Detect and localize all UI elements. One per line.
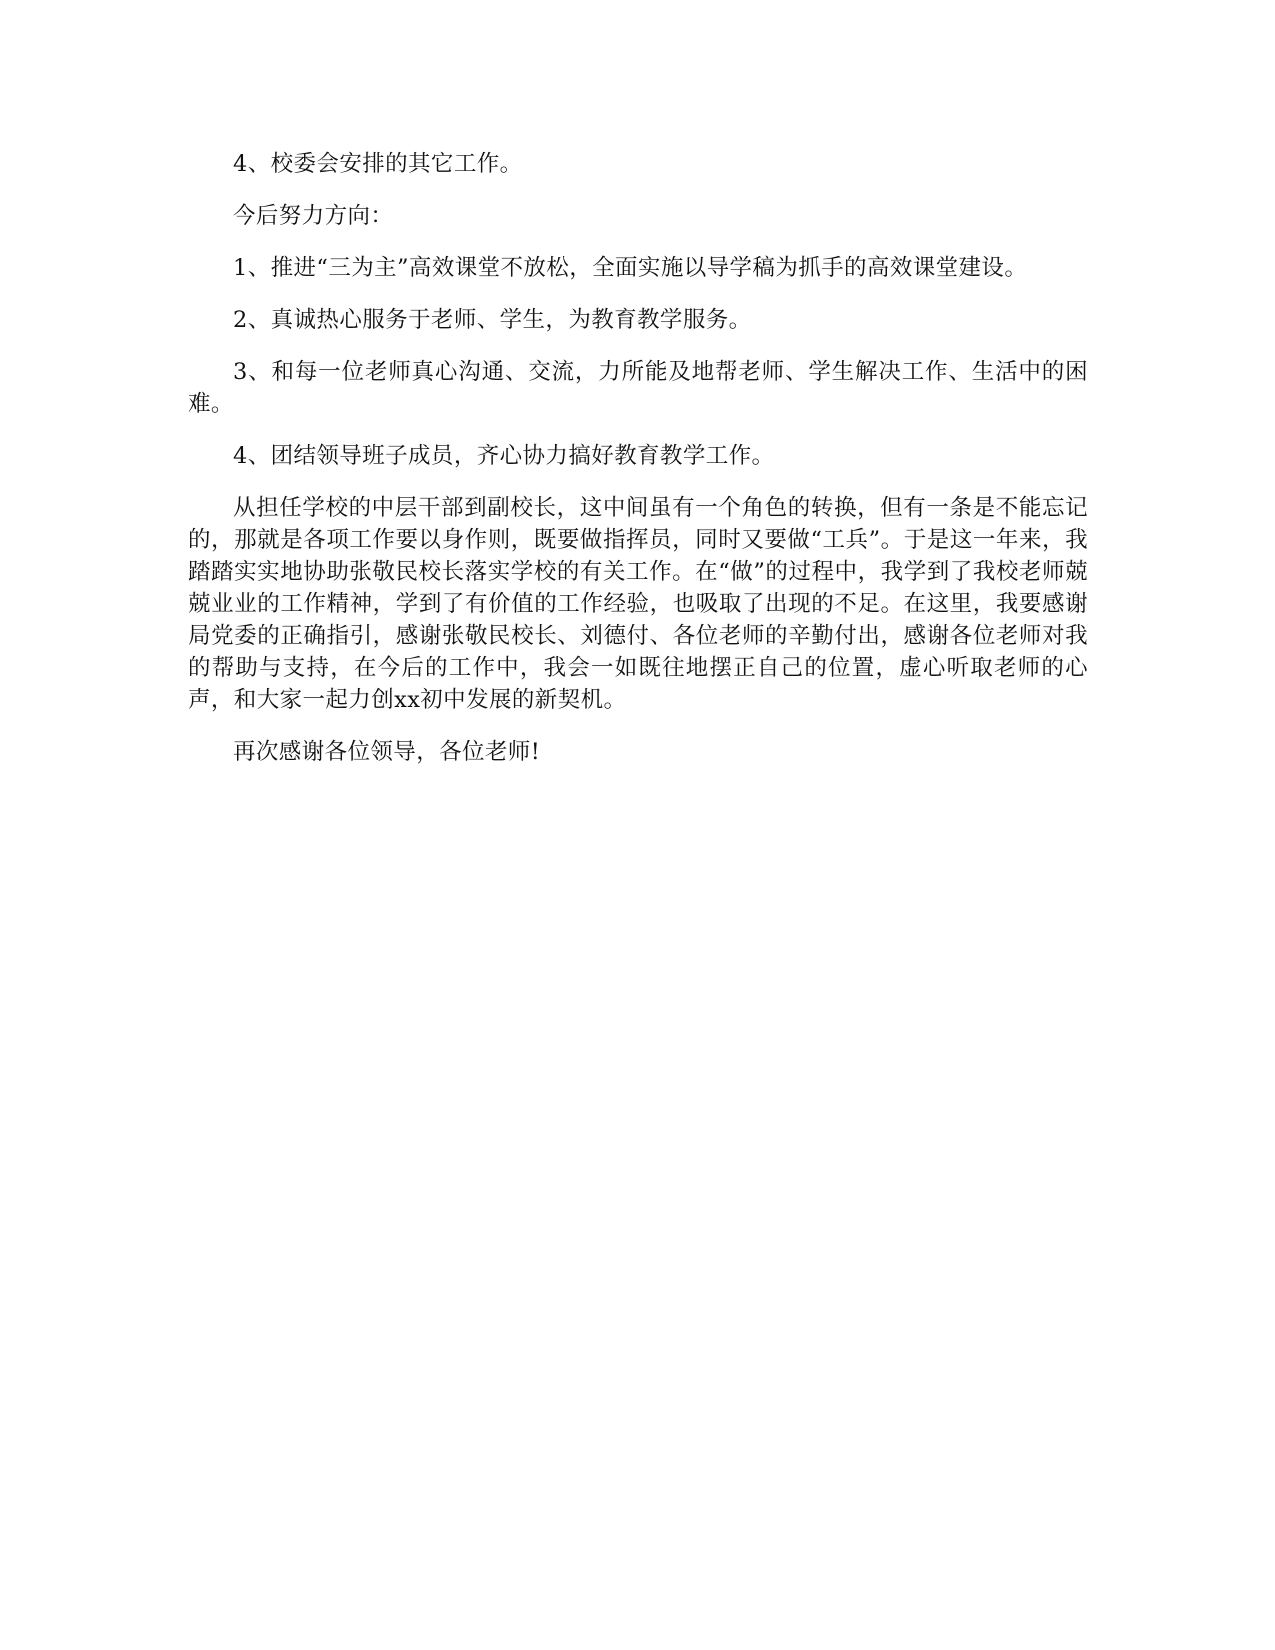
paragraph-closing-thanks: 再次感谢各位领导，各位老师! bbox=[233, 739, 541, 765]
paragraph-reflection: 从担任学校的中层干部到副校长，这中间虽有一个角色的转换，但有一条是不能忘记的，那就是各项工作要以身作则，既要做指挥员，同时又要做“工兵”。于是这一年来，我踏踏实实地协助张敬民校长落实学校的有关工作。在“做”的过程中，我学到了我校老师兢兢业业的工作精神，学到了有价值的工作经验，也吸取了出现的不足。在这里，我要感谢局党委的正确指引，感谢张敬民校长、刘德付、各位老师的辛勤付出，感谢各位老师对我的帮助与支持，在今后的工作中，我会一如既往地摆正自己的位置，虚心听取老师的心声，和大家一起力创xx初中发展的新契机。 bbox=[188, 495, 1088, 713]
paragraph-direction-1: 1、推进“三为主”高效课堂不放松，全面实施以导学稿为抓手的高效课堂建设。 bbox=[233, 255, 1028, 281]
paragraph-direction-4: 4、团结领导班子成员，齐心协力搞好教育教学工作。 bbox=[233, 443, 775, 469]
paragraph-item-4-other-work: 4、校委会安排的其它工作。 bbox=[233, 151, 523, 177]
paragraph-direction-2: 2、真诚热心服务于老师、学生，为教育教学服务。 bbox=[233, 307, 752, 333]
paragraph-future-direction-heading: 今后努力方向： bbox=[233, 203, 394, 229]
paragraph-direction-3: 3、和每一位老师真心沟通、交流，力所能及地帮老师、学生解决工作、生活中的困难。 bbox=[188, 359, 1088, 417]
document-body bbox=[188, 148, 1088, 788]
